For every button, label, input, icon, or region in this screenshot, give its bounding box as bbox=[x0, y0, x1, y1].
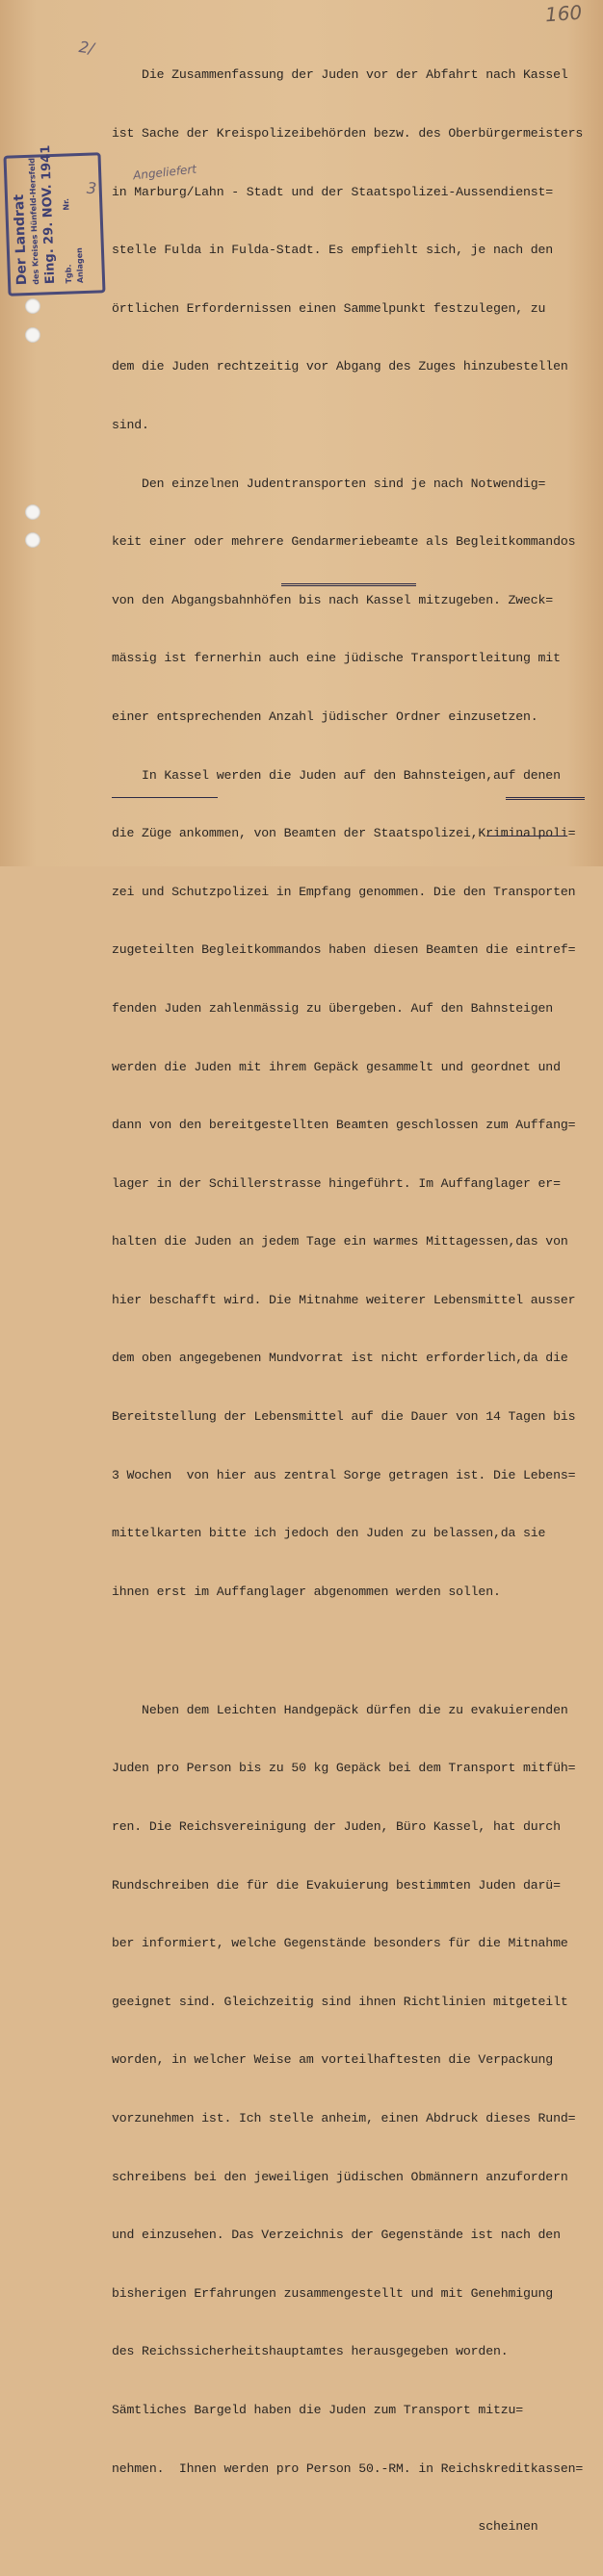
letter-body bbox=[112, 27, 593, 2576]
margin-number: 3 bbox=[86, 178, 97, 198]
text-line: Die Zusammenfassung der Juden vor der Abfahrt nach Kassel bbox=[112, 67, 568, 83]
text-line: ber informiert, welche Gegenstände besonders für die Mitnahme bbox=[112, 1936, 568, 1951]
text-line: nehmen. Ihnen werden pro Person 50.-RM. in Reichskreditkassen= bbox=[112, 2460, 584, 2476]
text-line: des Reichssicherheitshauptamtes herausgegeben worden. bbox=[112, 2344, 509, 2359]
punch-hole bbox=[25, 504, 40, 520]
text-line: ist Sache der Kreispolizeibehörden bezw. des Oberbürgermeisters bbox=[112, 126, 584, 141]
text-line: halten die Juden an jedem Tage ein warmes Mittagessen,das von bbox=[112, 1234, 568, 1249]
text-line: sind. bbox=[112, 417, 149, 432]
text-line: Sämtliches Bargeld haben die Juden zum Transport mitzu= bbox=[112, 2402, 524, 2417]
text-line: die Züge ankommen, von Beamten der Staatspolizei,Kriminalpoli= bbox=[112, 826, 576, 841]
text-line: dem oben angegebenen Mundvorrat ist nicht erforderlich,da die bbox=[112, 1351, 568, 1366]
text-line: vorzunehmen ist. Ich stelle anheim, einen Abdruck dieses Rund= bbox=[112, 2111, 576, 2125]
text-line: dem die Juden rechtzeitig vor Abgang des Zuges hinzubestellen bbox=[112, 359, 568, 374]
text-line: hier beschafft wird. Die Mitnahme weiterer Lebensmittel ausser bbox=[112, 1292, 576, 1307]
text-line: fenden Juden zahlenmässig zu übergeben. Auf den Bahnsteigen bbox=[112, 1000, 554, 1016]
text-line: lager in der Schillerstrasse hingeführt. Im Auffanglager er= bbox=[112, 1175, 561, 1191]
text-line: bisherigen Erfahrungen zusammengestellt und mit Genehmigung bbox=[112, 2285, 554, 2301]
text-line: 3 Wochen von hier aus zentral Sorge getragen ist. Die Lebens= bbox=[112, 1467, 576, 1482]
handwritten-note: Angeliefert bbox=[132, 162, 197, 183]
text-line: worden, in welcher Weise am vorteilhaftesten die Verpackung bbox=[112, 2052, 554, 2068]
text-line: keit einer oder mehrere Gendarmeriebeamte als Begleitkommandos bbox=[112, 534, 576, 550]
stamp-date: Eing. 29. NOV. 1941 bbox=[39, 144, 59, 285]
underline-50kg bbox=[281, 583, 416, 586]
text-line: Bereitstellung der Lebensmittel auf die Dauer von 14 Tagen bis bbox=[112, 1409, 576, 1425]
stamp-authority: Der Landrat bbox=[11, 193, 31, 286]
stamp-attachments: Anlagen bbox=[74, 247, 86, 284]
text-line: und einzusehen. Das Verzeichnis der Gegenstände ist nach den bbox=[112, 2228, 561, 2243]
text-line: von den Abgangsbahnhöfen bis nach Kassel mitzugeben. Zweck= bbox=[112, 592, 554, 607]
text-line: mässig ist fernerhin auch eine jüdische Transportleitung mit bbox=[112, 651, 561, 666]
punch-hole bbox=[25, 298, 40, 314]
text-line: geeignet sind. Gleichzeitig sind ihnen Richtlinien mitgeteilt bbox=[112, 1994, 568, 2009]
text-line: einer entsprechenden Anzahl jüdischer Ordner einzusetzen. bbox=[112, 708, 538, 724]
text-line: stelle Fulda in Fulda-Stadt. Es empfiehlt sich, je nach den bbox=[112, 243, 554, 258]
text-line: in Marburg/Lahn - Stadt und der Staatspolizei-Aussendienst= bbox=[112, 184, 554, 199]
text-line: zei und Schutzpolizei in Empfang genommen. Die den Transporten bbox=[112, 884, 576, 899]
paragraph-gap bbox=[112, 1640, 593, 1662]
receipt-stamp bbox=[3, 144, 105, 296]
text-line: dann von den bereitgestellten Beamten geschlossen zum Auffang= bbox=[112, 1118, 576, 1133]
text-line: werden die Juden mit ihrem Gepäck gesammelt und geordnet und bbox=[112, 1059, 561, 1074]
stamp-district: des Kreises Hünfeld-Hersfeld bbox=[27, 157, 41, 285]
underline-mitzu bbox=[506, 797, 585, 800]
underline-bargeld bbox=[112, 797, 218, 798]
text-line: örtlichen Erfordernissen einen Sammelpunkt festzulegen, zu bbox=[112, 300, 546, 316]
text-line: ren. Die Reichsvereinigung der Juden, Büro Kassel, hat durch bbox=[112, 1819, 561, 1835]
text-line: schreibens bei den jeweiligen jüdischen Obmännern anzufordern bbox=[112, 2169, 568, 2184]
text-line: Neben dem Leichten Handgepäck dürfen die zu evakuierenden bbox=[112, 1702, 568, 1717]
text-line: scheinen bbox=[112, 2519, 538, 2535]
text-line: ihnen erst im Auffanglager abgenommen werden sollen. bbox=[112, 1584, 501, 1599]
stamp-number: Nr. bbox=[62, 197, 71, 211]
punch-hole bbox=[25, 532, 40, 548]
punch-hole bbox=[25, 327, 40, 343]
underline-scheinen bbox=[486, 836, 567, 837]
text-line: mittelkarten bitte ich jedoch den Juden zu belassen,da sie bbox=[112, 1526, 546, 1541]
margin-annotation: 2/ bbox=[77, 38, 95, 58]
text-line: Juden pro Person bis zu 50 kg Gepäck bei dem Transport mitfüh= bbox=[112, 1761, 576, 1776]
text-line: zugeteilten Begleitkommandos haben diesen Beamten die eintref= bbox=[112, 942, 576, 958]
stamp-journal: Tgb. bbox=[64, 264, 74, 284]
page-number: 160 bbox=[544, 0, 583, 27]
text-line: Den einzelnen Judentransporten sind je nach Notwendig= bbox=[112, 476, 546, 491]
text-line: In Kassel werden die Juden auf den Bahnsteigen,auf denen bbox=[112, 767, 561, 783]
text-line: Rundschreiben die für die Evakuierung bestimmten Juden darü= bbox=[112, 1877, 561, 1893]
